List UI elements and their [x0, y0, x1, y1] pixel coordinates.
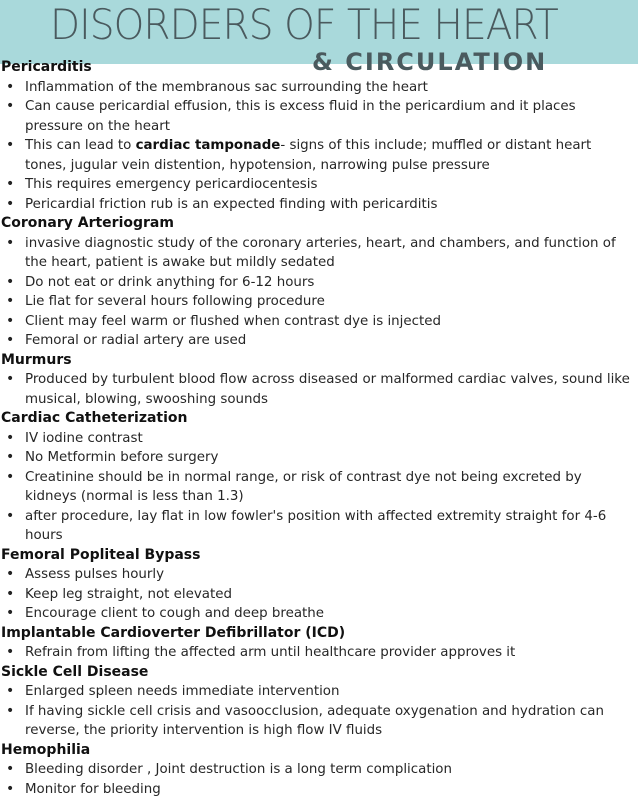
list-item: • IV iodine contrast — [0, 429, 638, 449]
notes-content — [0, 58, 638, 799]
bullet-list — [0, 643, 638, 663]
list-item: • No Metformin before surgery — [0, 448, 638, 468]
list-item-text: This can lead to — [25, 138, 136, 153]
section-heading: Hemophilia — [0, 741, 638, 761]
section-heading: Cardiac Catheterization — [0, 409, 638, 429]
list-item: • Client may feel warm or flushed when contrast dye is injected — [0, 312, 638, 332]
section-heading: Femoral Popliteal Bypass — [0, 546, 638, 566]
list-item-text: - signs of this include; muffled or distant heart tones, jugular vein distention, hypotension, narrowing pulse pressure — [25, 138, 591, 173]
section-heading: Coronary Arteriogram — [0, 214, 638, 234]
list-item: • Monitor for bleeding — [0, 780, 638, 799]
bullet-list — [0, 760, 638, 799]
section-heading: Pericarditis — [0, 58, 638, 78]
list-item — [0, 136, 638, 175]
bullet-list — [0, 78, 638, 215]
bullet-list — [0, 234, 638, 351]
list-item: • Produced by turbulent blood flow across diseased or malformed cardiac valves, sound like musical, blowing, swooshing sounds — [0, 370, 638, 409]
list-item: • Creatinine should be in normal range, or risk of contrast dye not being excreted by kidneys (normal is less than 1.3) — [0, 468, 638, 507]
list-item: • If having sickle cell crisis and vasoocclusion, adequate oxygenation and hydration can reverse, the priority intervention is high flow IV fluids — [0, 702, 638, 741]
list-item: • Lie flat for several hours following procedure — [0, 292, 638, 312]
list-item: • invasive diagnostic study of the coronary arteries, heart, and chambers, and function of the heart, patient is awake but mildly sedated — [0, 234, 638, 273]
bullet-list — [0, 565, 638, 624]
list-item: • This requires emergency pericardiocentesis — [0, 175, 638, 195]
list-item: • Keep leg straight, not elevated — [0, 585, 638, 605]
list-item: • Pericardial friction rub is an expected finding with pericarditis — [0, 195, 638, 215]
page-title: DISORDERS OF THE HEART — [50, 0, 558, 50]
list-item: • Enlarged spleen needs immediate intervention — [0, 682, 638, 702]
list-item: • Do not eat or drink anything for 6-12 hours — [0, 273, 638, 293]
page-subtitle: & CIRCULATION — [312, 48, 547, 76]
list-item: • Inflammation of the membranous sac surrounding the heart — [0, 78, 638, 98]
list-item: • Femoral or radial artery are used — [0, 331, 638, 351]
bullet-list — [0, 429, 638, 546]
bullet-list — [0, 682, 638, 741]
list-item: • Assess pulses hourly — [0, 565, 638, 585]
list-item: • Can cause pericardial effusion, this is excess fluid in the pericardium and it places pressure on the heart — [0, 97, 638, 136]
section-heading: Sickle Cell Disease — [0, 663, 638, 683]
list-item-bold-term: cardiac tamponade — [136, 138, 281, 153]
list-item: • after procedure, lay flat in low fowler's position with affected extremity straight for 4-6 hours — [0, 507, 638, 546]
list-item: • Bleeding disorder , Joint destruction is a long term complication — [0, 760, 638, 780]
bullet-list — [0, 370, 638, 409]
list-item: • Refrain from lifting the affected arm until healthcare provider approves it — [0, 643, 638, 663]
section-heading: Murmurs — [0, 351, 638, 371]
section-heading: Implantable Cardioverter Defibrillator (ICD) — [0, 624, 638, 644]
list-item: • Encourage client to cough and deep breathe — [0, 604, 638, 624]
